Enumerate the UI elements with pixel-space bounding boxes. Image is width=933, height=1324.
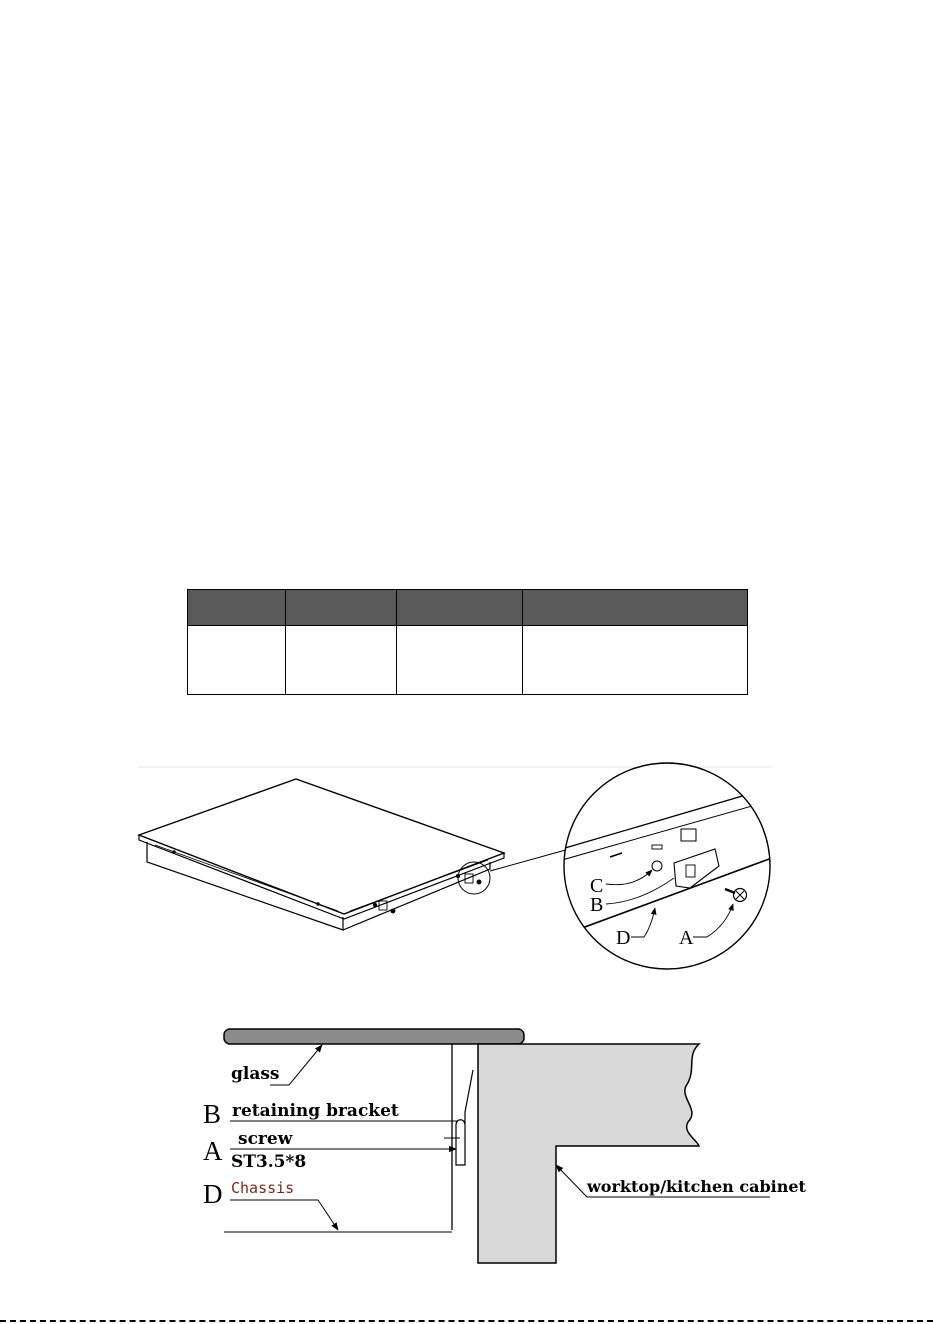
glass-panel	[224, 1029, 524, 1044]
label-screw: screw	[238, 1129, 293, 1149]
hob-illustration	[139, 779, 580, 930]
worktop-cabinet	[478, 1044, 699, 1263]
retaining-bracket	[456, 1070, 473, 1165]
letter-d: D	[203, 1179, 223, 1209]
hob-glass-top	[139, 779, 504, 914]
page-footer-rule	[0, 1320, 933, 1322]
letter-a: A	[203, 1136, 223, 1166]
callout-d: D	[616, 927, 631, 949]
leader-chassis	[230, 1200, 338, 1230]
cross-section	[203, 1029, 807, 1263]
callout-b: B	[590, 894, 604, 916]
callout-c: C	[590, 875, 604, 897]
callout-a: A	[679, 927, 694, 949]
detail-highlight-circle	[458, 862, 490, 894]
label-chassis: Chassis	[231, 1179, 295, 1197]
label-worktop: worktop/kitchen cabinet	[587, 1177, 806, 1196]
detail-view	[555, 763, 780, 969]
label-glass: glass	[231, 1064, 280, 1084]
letter-b: B	[203, 1099, 222, 1129]
label-retaining-bracket: retaining bracket	[232, 1101, 399, 1121]
label-screw-spec: ST3.5*8	[231, 1152, 307, 1172]
